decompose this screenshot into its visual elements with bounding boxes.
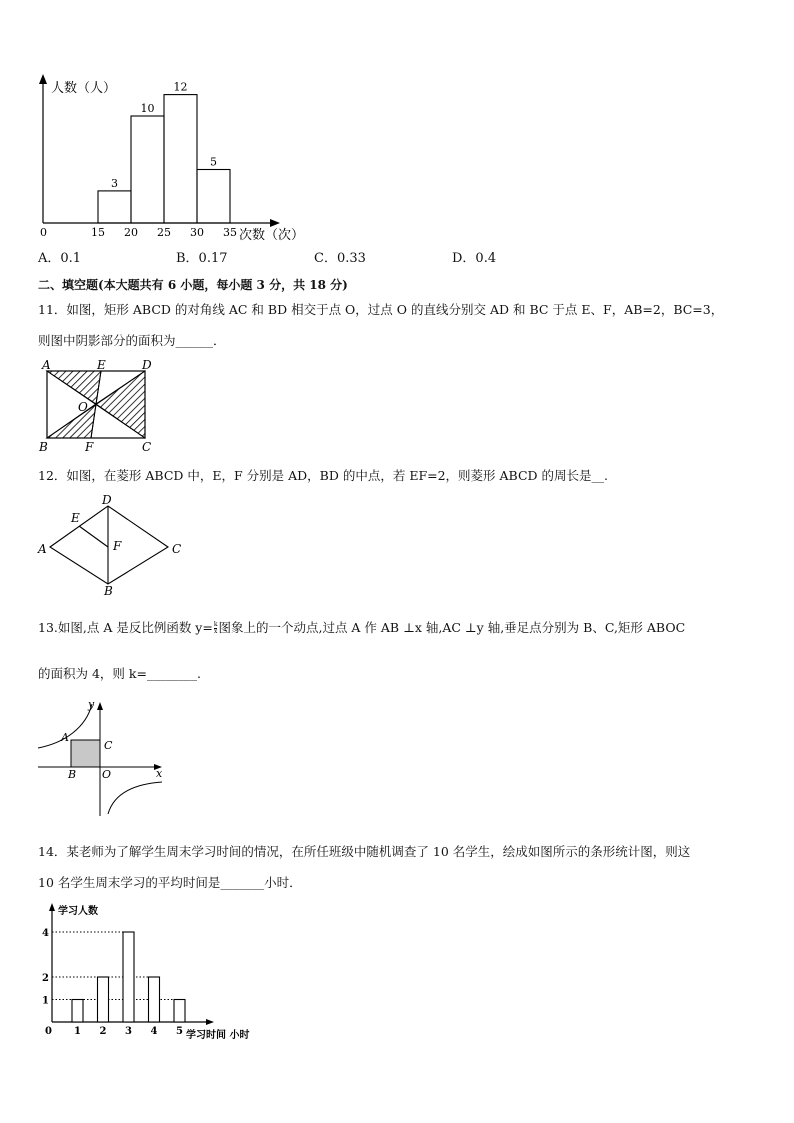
q14-x-tick: 4 <box>150 1026 158 1037</box>
q10-bar <box>98 191 131 223</box>
q10-x-tick: 20 <box>124 226 138 239</box>
q11-shaded-region <box>96 371 145 438</box>
q14-xlabel: 学习时间 小时 <box>186 1030 250 1041</box>
q10-option-d: D．0.4 <box>452 251 497 266</box>
q13-frac-den: x <box>213 628 218 635</box>
q14-y-arrow <box>49 903 55 911</box>
q10-x-arrow <box>270 219 280 227</box>
q10-histogram <box>30 70 320 250</box>
q12-label-d: D <box>102 493 112 507</box>
q11-label-f: F <box>85 440 94 454</box>
q13-rectangle-abcoc <box>71 740 100 767</box>
q10-bar-label: 10 <box>140 102 155 115</box>
q11-label-a: A <box>42 360 51 372</box>
q11-rectangle-figure <box>34 360 164 456</box>
q12-label-a: A <box>38 542 47 556</box>
q11-label-d: D <box>142 360 152 372</box>
q13-label-x: x <box>156 767 163 780</box>
q14-text-line1: 14．某老师为了解学生周末学习时间的情况，在所任班级中随机调查了 10 名学生，绘成如图所示的条形统计图，则这 <box>38 844 691 859</box>
q10-bar <box>197 170 230 224</box>
q10-y-arrow <box>39 74 47 84</box>
q14-x-tick: 5 <box>176 1026 183 1037</box>
q13-label-c: C <box>104 739 113 752</box>
q14-y-tick: 1 <box>42 995 49 1007</box>
q14-bar-chart <box>30 898 270 1044</box>
q10-xlabel: 次数（次） <box>239 228 305 243</box>
q13-label-a: A <box>61 731 69 744</box>
q10-x-tick: 30 <box>190 226 204 239</box>
q10-origin: 0 <box>40 226 47 239</box>
q14-x-tick: 2 <box>99 1026 107 1037</box>
q14-bar <box>72 1000 83 1023</box>
q14-bar <box>149 977 160 1022</box>
q10-bar-label: 12 <box>173 80 188 94</box>
q10-bar <box>164 95 197 223</box>
q13-frac-num: k <box>213 621 218 628</box>
q10-option-b: B．0.17 <box>176 251 228 266</box>
q10-bar-label: 3 <box>111 176 118 190</box>
q11-label-c: C <box>142 440 152 454</box>
q12-label-e: E <box>71 511 80 525</box>
q13-label-y: y <box>88 698 95 711</box>
q10-x-tick: 25 <box>157 226 171 239</box>
q11-label-e: E <box>97 360 106 372</box>
q12-label-c: C <box>172 542 182 556</box>
q12-label-f: F <box>113 539 122 553</box>
q10-x-tick: 15 <box>91 226 105 239</box>
q11-text-line1: 11．如图，矩形 ABCD 的对角线 AC 和 BD 相交于点 O，过点 O 的直线分别交 AD 和 BC 于点 E、F，AB=2，BC=3， <box>38 302 724 317</box>
q11-text-line2: 则图中阴影部分的面积为______． <box>38 333 226 348</box>
q14-bar <box>123 932 134 1022</box>
q13-text-part1: 13.如图,点 A 是反比例函数 y= <box>38 620 213 635</box>
q12-rhombus-figure <box>34 492 194 596</box>
q14-text-line2: 10 名学生周末学习的平均时间是_______小时． <box>38 875 302 890</box>
q13-fraction <box>214 622 218 635</box>
q13-text-line2: 的面积为 4，则 k=________. <box>38 666 201 681</box>
q14-ylabel: 学习人数 <box>58 906 98 917</box>
q10-bar-label: 5 <box>210 155 217 169</box>
q13-label-o: O <box>102 768 112 781</box>
q13-text-part2: 图象上的一个动点,过点 A 作 AB ⊥x 轴,AC ⊥y 轴,垂足点分别为 B、C,矩形 ABOC <box>218 620 686 635</box>
q10-option-c: C．0.33 <box>314 251 366 266</box>
q14-origin: 0 <box>45 1026 52 1037</box>
q10-x-tick: 35 <box>223 226 237 239</box>
q14-x-arrow <box>206 1019 214 1025</box>
q14-x-tick: 1 <box>74 1026 81 1037</box>
q11-label-b: B <box>39 440 48 454</box>
q10-bar <box>131 116 164 223</box>
section-2-heading: 二、填空题(本大题共有 6 小题，每小题 3 分，共 18 分) <box>38 278 348 292</box>
q14-bar <box>174 1000 185 1023</box>
q11-label-o: O <box>78 400 88 414</box>
q10-option-a: A．0.1 <box>38 251 82 266</box>
q14-y-tick: 2 <box>42 973 49 984</box>
q14-bar <box>98 977 109 1022</box>
q12-text: 12．如图，在菱形 ABCD 中，E，F 分别是 AD，BD 的中点，若 EF=2，则菱形 ABCD 的周长是__. <box>38 468 609 483</box>
q13-text-line1 <box>38 619 685 637</box>
q14-y-tick: 4 <box>42 928 49 939</box>
q13-hyperbola-figure <box>34 696 170 818</box>
q10-ylabel: 人数（人） <box>51 81 117 96</box>
q13-label-b: B <box>68 768 77 781</box>
q14-x-tick: 3 <box>125 1026 132 1037</box>
q12-label-b: B <box>104 584 113 596</box>
